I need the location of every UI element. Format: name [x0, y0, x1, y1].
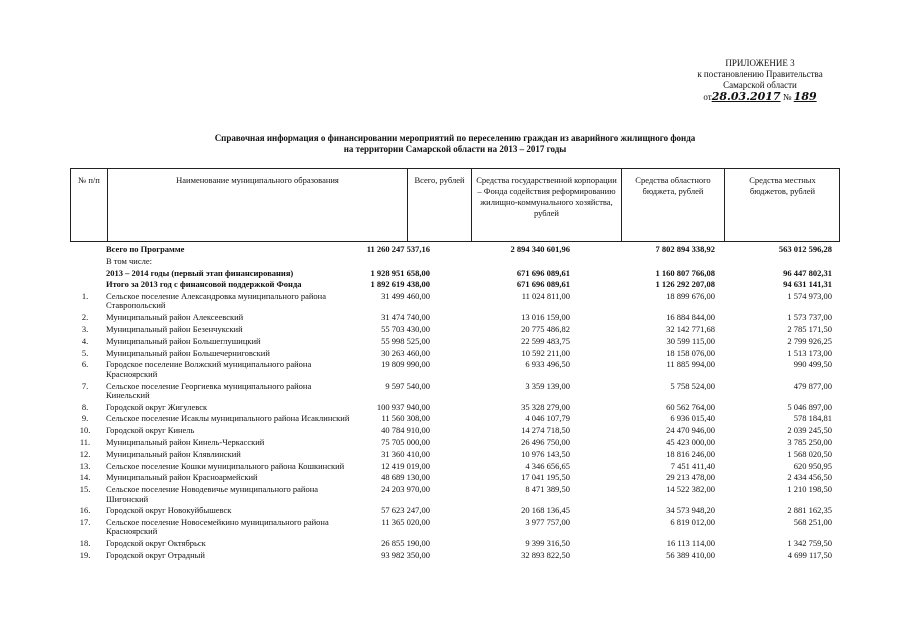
row-fund: 4 046 107,79 — [525, 413, 570, 424]
row-number: 19. — [79, 550, 91, 561]
row-number: 16. — [79, 505, 91, 516]
header-num: № п/п — [78, 175, 100, 185]
row-regional: 18 899 676,00 — [666, 291, 715, 302]
table-row — [70, 539, 840, 548]
row-regional: 56 389 410,00 — [666, 550, 715, 561]
row-local: 563 012 596,28 — [778, 244, 832, 254]
row-regional: 1 126 292 207,08 — [655, 279, 715, 290]
row-local: 990 499,50 — [793, 359, 832, 370]
title-line-1: Справочная информация о финансировании мероприятий по переселению граждан из аварийного жилищного фонда — [214, 133, 696, 143]
row-total: 48 689 130,00 — [381, 472, 430, 483]
row-number: 1. — [81, 291, 89, 302]
table-header — [70, 168, 840, 242]
appendix-date-line — [660, 91, 860, 103]
row-regional: 7 451 411,40 — [670, 460, 715, 471]
row-number: 8. — [81, 401, 89, 412]
table-row — [70, 473, 840, 482]
row-number: 9. — [81, 413, 89, 424]
row-name: Сельское поселение Георгиевка муниципального района Кинельский — [106, 380, 312, 400]
row-total: 31 360 410,00 — [381, 448, 430, 459]
row-local: 620 950,95 — [793, 460, 832, 471]
row-local: 1 573 737,00 — [787, 312, 832, 323]
table-row — [70, 292, 840, 311]
row-regional: 14 522 382,00 — [666, 484, 715, 495]
row-local: 479 877,00 — [793, 380, 832, 391]
row-name: Сельское поселение Новодевичье муниципального района Шигонский — [106, 484, 319, 504]
appendix-decree-ref: к постановлению Правительства — [697, 69, 823, 79]
number-label: № — [782, 92, 792, 102]
decree-number: 189 — [793, 90, 817, 103]
table-row — [70, 462, 840, 471]
row-local: 1 574 973,00 — [787, 291, 832, 302]
row-number: 7. — [81, 380, 89, 391]
row-local: 2 434 456,50 — [787, 472, 832, 483]
table-row — [70, 506, 840, 515]
table-row — [70, 382, 840, 401]
row-local: 578 184,81 — [793, 413, 832, 424]
row-total: 31 474 740,00 — [381, 312, 430, 323]
header-regional: Средства областного бюджета, рублей — [621, 169, 724, 241]
row-regional: 11 885 994,00 — [666, 359, 715, 370]
funding-table — [70, 168, 840, 563]
row-name: В том числе: — [106, 255, 152, 266]
table-row — [70, 485, 840, 504]
row-local: 2 799 926,25 — [787, 335, 832, 346]
row-regional: 32 142 771,68 — [666, 324, 715, 335]
row-name: Всего по Программе — [106, 244, 185, 254]
row-fund: 9 399 316,50 — [525, 538, 570, 549]
row-total: 1 892 619 438,00 — [370, 279, 430, 290]
row-regional: 29 213 478,00 — [666, 472, 715, 483]
row-regional: 60 562 764,00 — [666, 401, 715, 412]
row-name: Итого за 2013 год с финансовой поддержкой Фонда — [106, 279, 302, 290]
appendix-block — [660, 58, 860, 103]
row-total: 11 365 020,00 — [381, 517, 430, 528]
row-total: 55 703 430,00 — [381, 324, 430, 335]
row-local: 96 447 802,31 — [783, 267, 832, 278]
row-number: 2. — [81, 312, 89, 323]
row-total: 55 998 525,00 — [381, 335, 430, 346]
row-total: 19 809 990,00 — [381, 359, 430, 370]
row-name: Городской округ Отрадный — [106, 550, 205, 561]
row-fund: 11 024 811,00 — [521, 291, 570, 302]
page-title — [110, 133, 800, 155]
row-local: 2 785 171,50 — [787, 324, 832, 335]
row-fund: 8 471 389,50 — [525, 484, 570, 495]
row-name: Городской округ Октябрьск — [106, 538, 206, 549]
row-name: Сельское поселение Александровка муниципального района Ставропольский — [106, 291, 326, 311]
row-name: Городской округ Жигулевск — [106, 401, 208, 412]
table-row — [70, 403, 840, 412]
row-number: 17. — [79, 517, 91, 528]
row-total: 40 784 910,00 — [381, 425, 430, 436]
row-name: Муниципальный район Кинель-Черкасский — [106, 437, 265, 448]
row-number: 5. — [81, 347, 89, 358]
row-number: 13. — [79, 460, 91, 471]
table-row — [70, 414, 840, 423]
row-fund: 3 359 139,00 — [525, 380, 570, 391]
summary-row — [70, 280, 840, 289]
row-number: 4. — [81, 335, 89, 346]
row-regional: 18 816 246,00 — [666, 448, 715, 459]
row-regional: 45 423 000,00 — [666, 437, 715, 448]
row-fund: 10 976 143,50 — [521, 448, 570, 459]
row-fund: 13 016 159,00 — [521, 312, 570, 323]
row-local: 3 785 250,00 — [787, 437, 832, 448]
row-local: 1 568 020,50 — [787, 448, 832, 459]
row-name: Сельское поселение Исаклы муниципального района Исаклинский — [106, 413, 350, 424]
row-regional: 16 884 844,00 — [666, 312, 715, 323]
row-fund: 4 346 656,65 — [525, 460, 570, 471]
row-total: 12 419 019,00 — [381, 460, 430, 471]
table-row — [70, 438, 840, 447]
summary-row — [70, 257, 840, 266]
row-regional: 6 819 012,00 — [670, 517, 715, 528]
row-regional: 7 802 894 338,92 — [655, 244, 715, 254]
row-name: Муниципальный район Большечерниговский — [106, 347, 270, 358]
row-name: Муниципальный район Безенчукский — [106, 324, 243, 335]
row-local: 1 342 759,50 — [787, 538, 832, 549]
row-fund: 671 696 089,61 — [516, 279, 570, 290]
row-total: 75 705 000,00 — [381, 437, 430, 448]
row-fund: 20 775 486,82 — [521, 324, 570, 335]
row-name: Городской округ Новокуйбышевск — [106, 505, 232, 516]
row-fund: 2 894 340 601,96 — [510, 244, 570, 254]
row-number: 10. — [79, 425, 91, 436]
row-fund: 22 599 483,75 — [521, 335, 570, 346]
row-number: 12. — [79, 448, 91, 459]
appendix-region: Самарской области — [723, 80, 797, 90]
row-fund: 10 592 211,00 — [521, 347, 570, 358]
header-fund: Средства государственной корпорации – Фонда содействия реформированию жилищно-коммунального хозяйства, рублей — [471, 169, 621, 241]
table-row — [70, 349, 840, 358]
summary-row — [70, 269, 840, 278]
row-regional: 6 936 015,40 — [670, 413, 715, 424]
header-name: Наименование муниципального образования — [107, 169, 407, 241]
row-name: Муниципальный район Алексеевский — [106, 312, 244, 323]
row-number: 14. — [79, 472, 91, 483]
row-name: Муниципальный район Большеглушицкий — [106, 335, 261, 346]
appendix-title: ПРИЛОЖЕНИЕ 3 — [725, 58, 795, 68]
row-regional: 1 160 807 766,08 — [655, 267, 715, 278]
row-local: 2 039 245,50 — [787, 425, 832, 436]
row-local: 1 210 198,50 — [787, 484, 832, 495]
row-local: 2 881 162,35 — [787, 505, 832, 516]
row-fund: 35 328 279,00 — [521, 401, 570, 412]
table-row — [70, 360, 840, 379]
table-row — [70, 313, 840, 322]
row-fund: 26 496 750,00 — [521, 437, 570, 448]
row-number: 18. — [79, 538, 91, 549]
header-local: Средства местных бюджетов, рублей — [724, 169, 840, 241]
row-number: 3. — [81, 324, 89, 335]
row-name: Сельское поселение Кошки муниципального района Кошкинский — [106, 460, 345, 471]
summary-row — [70, 245, 840, 254]
row-regional: 30 599 115,00 — [666, 335, 715, 346]
row-local: 5 046 897,00 — [787, 401, 832, 412]
table-row — [70, 325, 840, 334]
table-row — [70, 337, 840, 346]
table-row — [70, 551, 840, 560]
row-name: 2013 – 2014 годы (первый этап финансирования) — [106, 267, 294, 278]
table-row — [70, 450, 840, 459]
row-regional: 5 758 524,00 — [670, 380, 715, 391]
row-regional: 34 573 948,20 — [666, 505, 715, 516]
table-body — [70, 245, 840, 560]
row-name: Городской округ Кинель — [106, 425, 195, 436]
row-total: 9 597 540,00 — [385, 380, 430, 391]
row-total: 57 623 247,00 — [381, 505, 430, 516]
row-fund: 20 168 136,45 — [521, 505, 570, 516]
table-row — [70, 518, 840, 537]
row-name: Городское поселение Волжский муниципального района Красноярский — [106, 359, 312, 379]
row-number: 6. — [81, 359, 89, 370]
row-total: 100 937 940,00 — [376, 401, 430, 412]
title-line-2: на территории Самарской области на 2013 – 2017 годы — [343, 144, 567, 154]
decree-date: 28.03.2017 — [711, 90, 781, 103]
row-local: 94 631 141,31 — [783, 279, 832, 290]
row-total: 11 260 247 537,16 — [366, 244, 430, 254]
row-total: 31 499 460,00 — [381, 291, 430, 302]
row-regional: 18 158 076,00 — [666, 347, 715, 358]
from-label: от — [703, 92, 712, 102]
row-name: Муниципальный район Красноармейский — [106, 472, 258, 483]
row-local: 568 251,00 — [793, 517, 832, 528]
row-regional: 24 470 946,00 — [666, 425, 715, 436]
row-name: Муниципальный район Клявлинский — [106, 448, 241, 459]
row-number: 15. — [79, 484, 91, 495]
row-total: 1 928 951 658,00 — [370, 267, 430, 278]
row-local: 1 513 173,00 — [787, 347, 832, 358]
row-total: 30 263 460,00 — [381, 347, 430, 358]
row-fund: 32 893 822,50 — [521, 550, 570, 561]
row-total: 24 203 970,00 — [381, 484, 430, 495]
row-total: 26 855 190,00 — [381, 538, 430, 549]
row-fund: 3 977 757,00 — [525, 517, 570, 528]
header-total: Всего, рублей — [407, 169, 471, 241]
row-fund: 14 274 718,50 — [521, 425, 570, 436]
row-fund: 671 696 089,61 — [516, 267, 570, 278]
row-total: 11 560 308,00 — [381, 413, 430, 424]
row-name: Сельское поселение Новосемейкино муниципального района Красноярский — [106, 517, 329, 537]
row-fund: 6 933 496,50 — [525, 359, 570, 370]
row-local: 4 699 117,50 — [787, 550, 832, 561]
row-total: 93 982 350,00 — [381, 550, 430, 561]
row-fund: 17 041 195,50 — [521, 472, 570, 483]
row-number: 11. — [79, 437, 91, 448]
table-row — [70, 426, 840, 435]
row-regional: 16 113 114,00 — [666, 538, 715, 549]
